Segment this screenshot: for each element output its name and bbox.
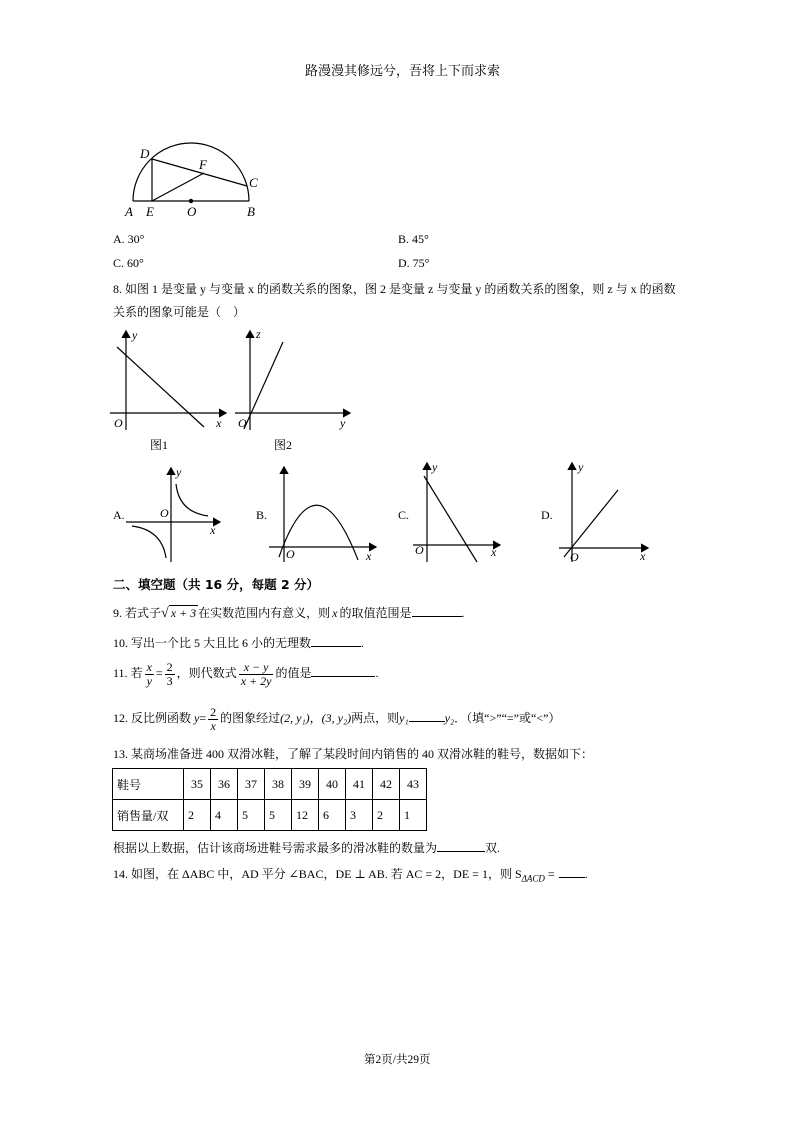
q7-option-c[interactable]: C. 60° xyxy=(113,256,144,270)
q8-figure-1 xyxy=(108,325,230,455)
svg-text:y: y xyxy=(432,460,438,474)
svg-text:y: y xyxy=(340,416,346,430)
q14: 14. 如图，在 ΔABC 中，AD 平分 ∠BAC，DE ⊥ AB. 若 AC = 2，DE = 1，则 $S_{\Delta ACD}$ = . xyxy=(113,867,588,884)
fig1-caption: 图1 xyxy=(150,438,169,452)
q13-stem: 13. 某商场准备进 400 双滑冰鞋，了解了某段时间内销售的 40 双滑冰鞋的鞋号，数据如下： xyxy=(113,747,594,761)
label-A: A xyxy=(125,204,133,219)
svg-text:x: x xyxy=(640,549,646,563)
svg-text:z: z xyxy=(256,327,261,341)
label-B: B xyxy=(247,204,255,219)
svg-text:O: O xyxy=(114,416,123,430)
q13-question: 根据以上数据，估计该商场进鞋号需求最多的滑冰鞋的数量为 双. xyxy=(113,841,501,855)
fig2-caption: 图2 xyxy=(274,438,293,452)
header-motto: 路漫漫其修远兮，吾将上下而求索 xyxy=(305,64,501,79)
q12-answer-blank[interactable] xyxy=(409,710,445,722)
q7-option-a[interactable]: A. 30° xyxy=(113,232,145,246)
table-row-sales: 销售量/双 2 4 5 5 12 6 3 2 1 xyxy=(113,800,427,831)
q8-option-d-label[interactable]: D. xyxy=(541,508,553,522)
q12: 12. 反比例函数 y= $\frac{2}{x}$ 的图象经过(2, y₁)，(3, y₂)两点，则y₁ y₂．（填“>”“=”或“<”） xyxy=(113,704,561,733)
q8-option-a-graph[interactable] xyxy=(124,464,224,564)
q8-figure-2 xyxy=(230,325,355,455)
q7-option-d[interactable]: D. 75° xyxy=(398,256,430,270)
q7-semicircle-figure xyxy=(120,140,270,222)
svg-text:x: x xyxy=(491,545,497,559)
q8-option-c-label[interactable]: C. xyxy=(398,508,410,522)
q11-answer-blank[interactable] xyxy=(311,665,375,677)
svg-text:x: x xyxy=(216,416,222,430)
svg-text:x: x xyxy=(366,549,372,563)
svg-text:O: O xyxy=(286,547,295,561)
svg-text:O: O xyxy=(415,543,424,557)
svg-text:x: x xyxy=(210,523,216,537)
q8-option-c-graph[interactable] xyxy=(410,460,502,564)
q9-answer-blank[interactable] xyxy=(412,605,462,617)
q13-answer-blank[interactable] xyxy=(437,840,485,852)
label-O: O xyxy=(187,204,197,219)
q8-option-d-graph[interactable] xyxy=(556,460,652,564)
q8-option-b-graph[interactable] xyxy=(266,462,382,564)
svg-text:y: y xyxy=(578,460,584,474)
q8-stem-line1: 8. 如图 1 是变量 y 与变量 x 的函数关系的图象，图 2 是变量 z 与变量 y 的函数关系的图象，则 z 与 x 的函数 xyxy=(113,282,676,296)
svg-text:O: O xyxy=(160,506,169,520)
label-F: F xyxy=(199,157,207,172)
q8-option-a-label[interactable]: A. xyxy=(113,508,125,522)
svg-text:O: O xyxy=(238,416,247,430)
svg-text:y: y xyxy=(132,328,138,342)
q10: 10. 写出一个比 5 大且比 6 小的无理数 . xyxy=(113,636,365,650)
label-C: C xyxy=(249,175,258,190)
section2-title: 二、填空题（共 16 分，每题 2 分） xyxy=(113,577,320,592)
table-row-sizes: 鞋号 35 36 37 38 39 40 41 42 43 xyxy=(113,769,427,800)
q14-answer-blank[interactable] xyxy=(559,866,585,878)
q11: 11. 若 $\frac{x}{y}$ = $\frac{2}{3}$ ，则代数式 $\frac{x - y}{x + 2y}$ 的值是 . xyxy=(113,659,379,688)
q10-answer-blank[interactable] xyxy=(311,635,361,647)
page-number: 第2页/共29页 xyxy=(364,1054,431,1066)
q8-option-b-label[interactable]: B. xyxy=(256,508,268,522)
label-D: D xyxy=(140,146,150,161)
label-E: E xyxy=(146,204,154,219)
q8-stem-line2: 关系的图象可能是（ ） xyxy=(113,305,246,319)
q7-option-b[interactable]: B. 45° xyxy=(398,232,429,246)
svg-text:O: O xyxy=(570,550,579,564)
q9: 9. 若式子√ x + 3 在实数范围内有意义，则 x 的取值范围是 . xyxy=(113,606,465,621)
svg-text:y: y xyxy=(176,465,182,479)
q13-table xyxy=(112,768,427,831)
